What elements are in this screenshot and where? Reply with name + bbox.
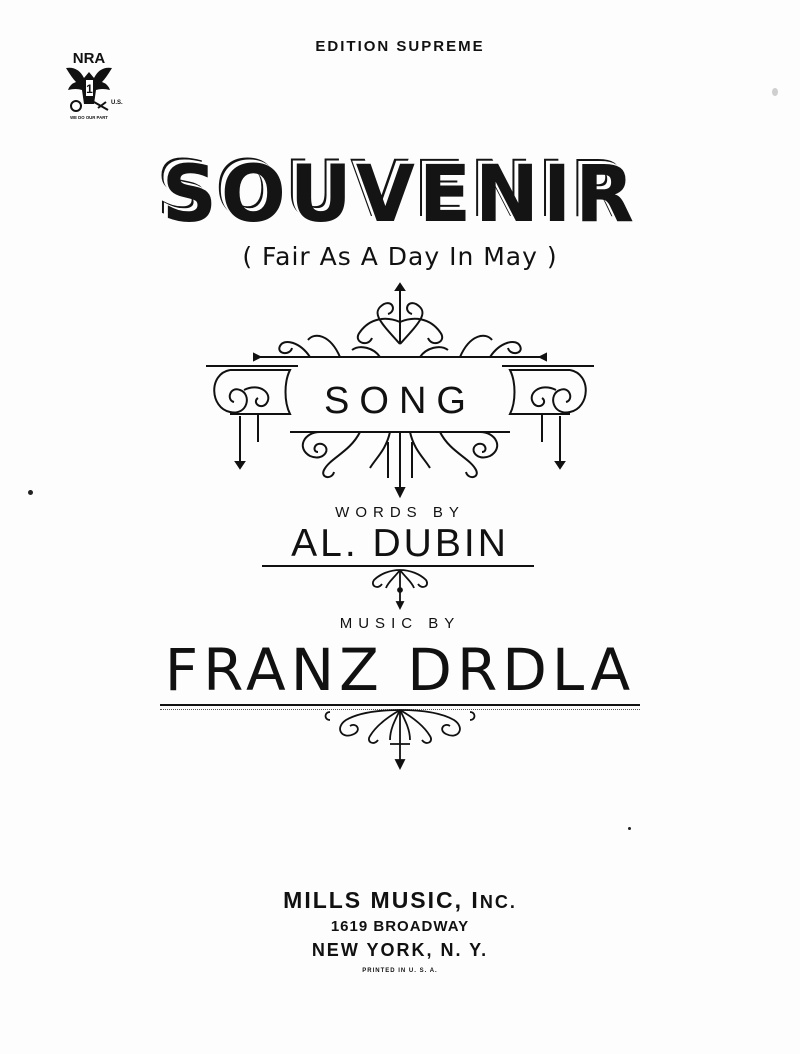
publisher-address: 1619 BROADWAY [330, 918, 470, 935]
badge-motto: WE DO OUR PART [70, 115, 108, 120]
song-label: SONG [324, 380, 476, 422]
paper-speck [772, 88, 778, 96]
publisher-name-main: MILLS MUSIC, I [283, 887, 480, 913]
song-title: SOUVENIR [161, 150, 639, 240]
publisher-city: NEW YORK, N. Y. [311, 940, 489, 960]
composer-name: FRANZ DRDLA [164, 636, 636, 704]
publisher-name-smallcaps: NC. [479, 892, 517, 912]
badge-side-text: U.S. [111, 100, 123, 106]
paper-speck [28, 490, 33, 495]
nra-eagle-logo [58, 48, 123, 122]
paper-speck [628, 827, 631, 830]
small-flourish [350, 566, 450, 610]
publisher-name [0, 887, 800, 914]
large-flourish [320, 700, 480, 772]
printed-in-label: PRINTED IN U. S. A. [362, 968, 438, 974]
svg-text:1: 1 [86, 82, 93, 96]
edition-label: EDITION SUPREME [315, 38, 485, 55]
music-by-label: MUSIC BY [339, 615, 461, 632]
badge-top-text: NRA [72, 50, 106, 67]
lyricist-name: AL. DUBIN [291, 522, 509, 565]
song-subtitle: ( Fair As A Day In May ) [242, 242, 558, 271]
words-by-label: WORDS BY [335, 504, 465, 521]
